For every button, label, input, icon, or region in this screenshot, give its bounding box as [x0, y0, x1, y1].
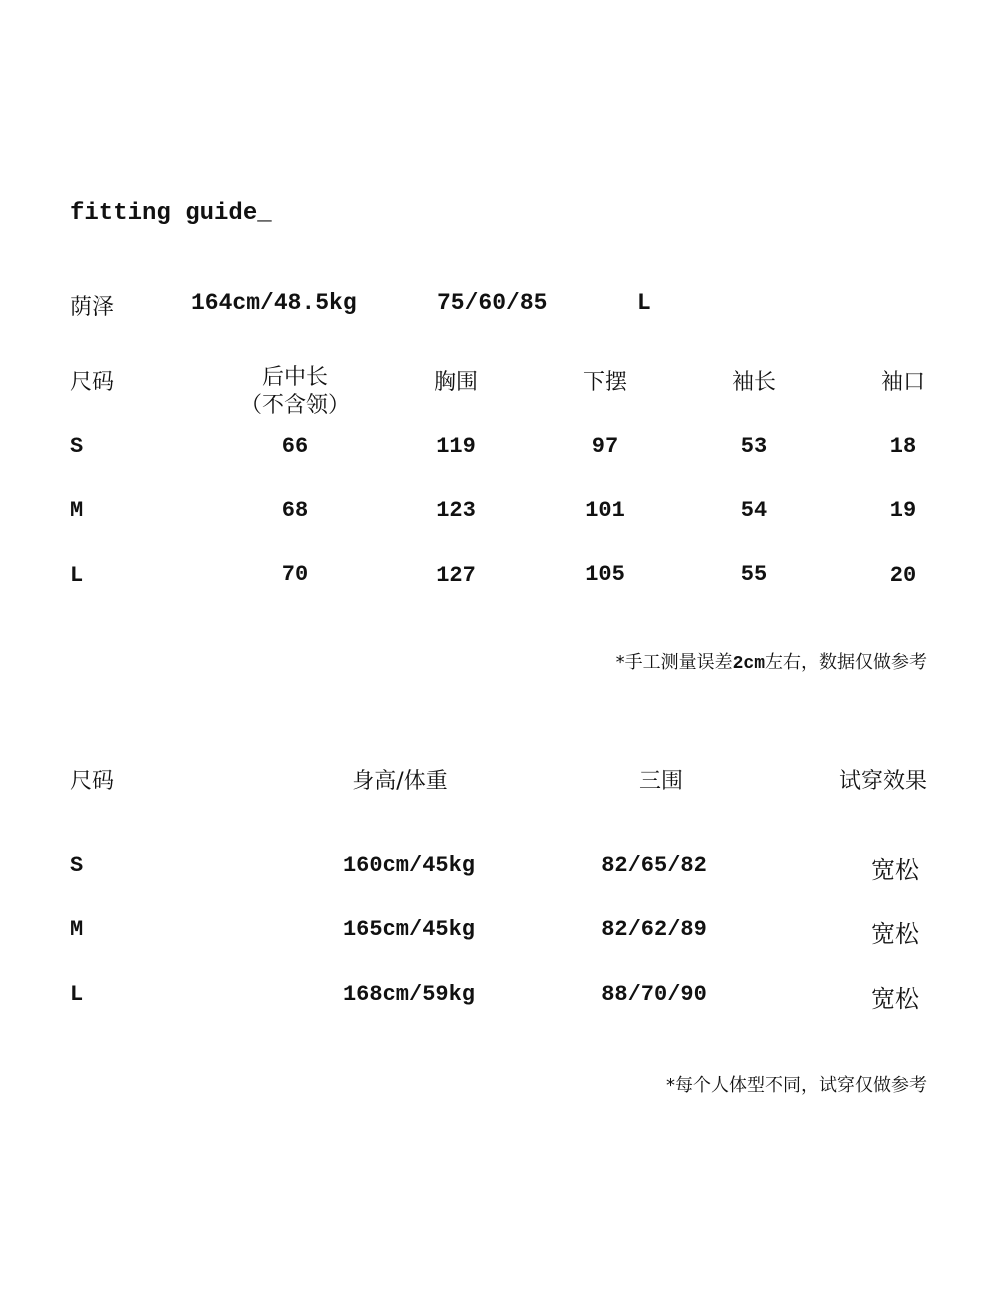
chest-cell: 123 — [436, 498, 476, 523]
back-length-label: 后中长 — [261, 365, 329, 390]
back-length-cell: 66 — [281, 434, 309, 459]
chest-cell: 127 — [436, 563, 476, 588]
cuff-header: 袖口 — [880, 370, 926, 395]
fit-size-cell: S — [70, 853, 84, 878]
size-cell: S — [70, 434, 84, 459]
fit-measurements-cell: 82/62/89 — [601, 917, 707, 942]
fit-height-weight-cell: 165cm/45kg — [342, 917, 476, 942]
model-measurements: 75/60/85 — [437, 290, 548, 316]
fit-height-weight-header: 身高/体重 — [352, 769, 448, 794]
hem-cell: 105 — [585, 562, 625, 587]
hem-header: 下摆 — [582, 370, 628, 395]
cuff-cell: 20 — [889, 563, 917, 588]
measurement-note-number: 2cm — [732, 654, 765, 674]
model-height-weight: 164cm/48.5kg — [191, 290, 357, 316]
fit-size-cell: L — [70, 982, 84, 1007]
cuff-cell: 18 — [889, 434, 917, 459]
back-length-cell: 68 — [281, 498, 309, 523]
chest-header: 胸围 — [433, 370, 479, 395]
hem-cell: 97 — [591, 434, 619, 459]
fit-effect-cell: 宽松 — [871, 920, 919, 948]
sleeve-length-cell: 55 — [740, 562, 768, 587]
fit-measurements-cell: 88/70/90 — [601, 982, 707, 1007]
size-cell: M — [70, 498, 84, 523]
measurement-note — [616, 648, 927, 674]
fit-measurements-cell: 82/65/82 — [601, 853, 707, 878]
page-title: fitting guide_ — [70, 200, 272, 227]
fit-note: *每个人体型不同，试穿仅做参考 — [666, 1075, 927, 1096]
fit-effect-cell: 宽松 — [871, 856, 919, 884]
measurement-note-suffix: 左右，数据仅做参考 — [765, 652, 927, 673]
fit-size-header: 尺码 — [70, 769, 115, 794]
back-length-cell: 70 — [281, 562, 309, 587]
fit-size-cell: M — [70, 917, 84, 942]
back-length-sublabel: （不含领） — [239, 393, 351, 418]
model-size: L — [637, 290, 651, 316]
fit-measurements-header: 三围 — [638, 769, 684, 794]
model-name: 荫泽 — [70, 295, 115, 320]
chest-cell: 119 — [436, 434, 476, 459]
size-cell: L — [70, 563, 84, 588]
fit-effect-header: 试穿效果 — [838, 769, 927, 794]
fit-effect-cell: 宽松 — [871, 985, 919, 1013]
measurement-note-prefix: *手工测量误差 — [615, 652, 733, 673]
sleeve-length-cell: 54 — [740, 498, 768, 523]
back-length-header — [240, 364, 350, 420]
sleeve-length-cell: 53 — [740, 434, 768, 459]
fit-height-weight-cell: 168cm/59kg — [342, 982, 476, 1007]
fit-height-weight-cell: 160cm/45kg — [342, 853, 476, 878]
size-header: 尺码 — [70, 370, 115, 395]
hem-cell: 101 — [585, 498, 625, 523]
cuff-cell: 19 — [889, 498, 917, 523]
sleeve-length-header: 袖长 — [731, 370, 777, 395]
